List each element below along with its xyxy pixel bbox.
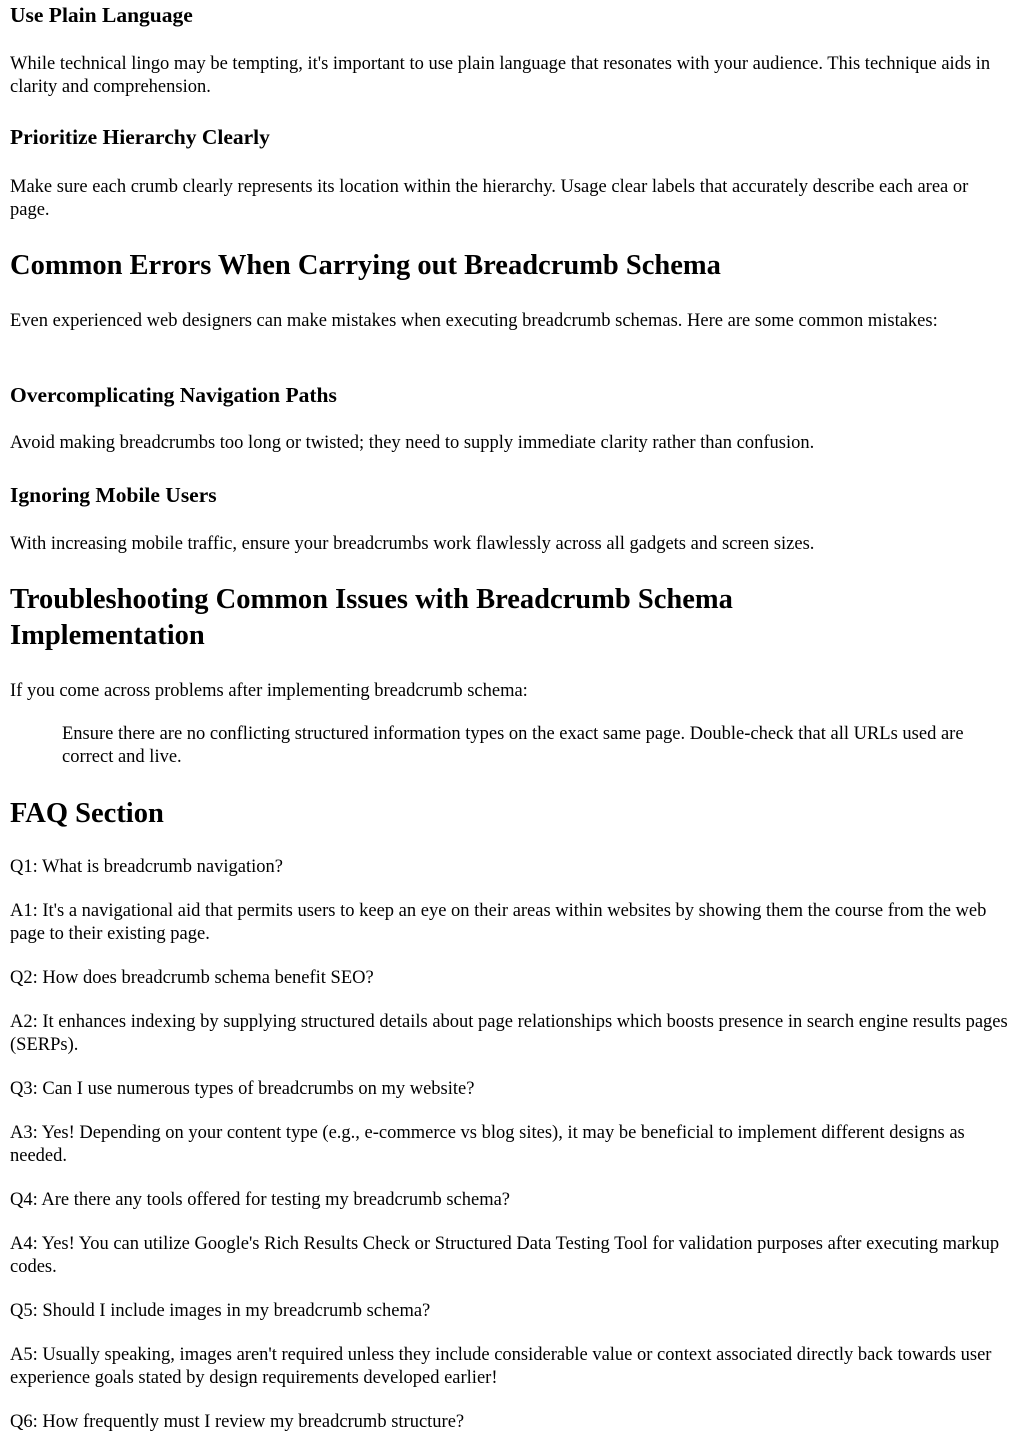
faq-question-5: Q5: Should I include images in my breadcrumb schema? [10,1301,431,1321]
faq-question-4: Q4: Are there any tools offered for testing my breadcrumb schema? [10,1190,511,1210]
faq-question-2: Q2: How does breadcrumb schema benefit SEO? [10,968,374,988]
section-heading-plain-language: Use Plain Language [10,3,193,27]
section-heading-troubleshooting: Troubleshooting Common Issues with Breadcrumb Schema Implementation [10,584,733,651]
section-body-common-errors: Even experienced web designers can make mistakes when executing breadcrumb schemas. Here are some common mistakes: [10,311,938,331]
section-heading-faq: FAQ Section [10,798,164,829]
faq-answer-2: A2: It enhances indexing by supplying structured details about page relationships which boosts presence in search engine results pages (SERPs). [10,1012,1008,1055]
section-body-overcomplicating: Avoid making breadcrumbs too long or twisted; they need to supply immediate clarity rather than confusion. [10,433,815,453]
section-heading-common-errors: Common Errors When Carrying out Breadcrumb Schema [10,250,721,281]
section-body-plain-language: While technical lingo may be tempting, it's important to use plain language that resonates with your audience. This technique aids in clarity and comprehension. [10,54,991,97]
faq-question-1: Q1: What is breadcrumb navigation? [10,857,283,877]
section-body-troubleshooting: If you come across problems after implementing breadcrumb schema: [10,681,528,701]
faq-question-3: Q3: Can I use numerous types of breadcrumbs on my website? [10,1079,475,1099]
faq-answer-3: A3: Yes! Depending on your content type (e.g., e-commerce vs blog sites), it may be beneficial to implement different designs as needed. [10,1123,965,1166]
section-body-hierarchy: Make sure each crumb clearly represents its location within the hierarchy. Usage clear labels that accurately describe each area or page. [10,177,969,220]
section-heading-hierarchy: Prioritize Hierarchy Clearly [10,125,270,149]
faq-answer-5: A5: Usually speaking, images aren't required unless they include considerable value or context associated directly back towards user experience goals stated by design requirements developed earlier! [10,1345,992,1388]
section-heading-overcomplicating: Overcomplicating Navigation Paths [10,383,337,407]
faq-answer-1: A1: It's a navigational aid that permits users to keep an eye on their areas within websites by showing them the course from the web page to their existing page. [10,901,987,944]
section-body-mobile: With increasing mobile traffic, ensure your breadcrumbs work flawlessly across all gadgets and screen sizes. [10,534,815,554]
faq-answer-4: A4: Yes! You can utilize Google's Rich Results Check or Structured Data Testing Tool for validation purposes after executing markup codes. [10,1234,1000,1277]
troubleshooting-blockquote: Ensure there are no conflicting structured information types on the exact same page. Double-check that all URLs used are correct and live. [62,724,964,767]
faq-question-6: Q6: How frequently must I review my breadcrumb structure? [10,1412,465,1432]
section-heading-mobile: Ignoring Mobile Users [10,483,217,507]
